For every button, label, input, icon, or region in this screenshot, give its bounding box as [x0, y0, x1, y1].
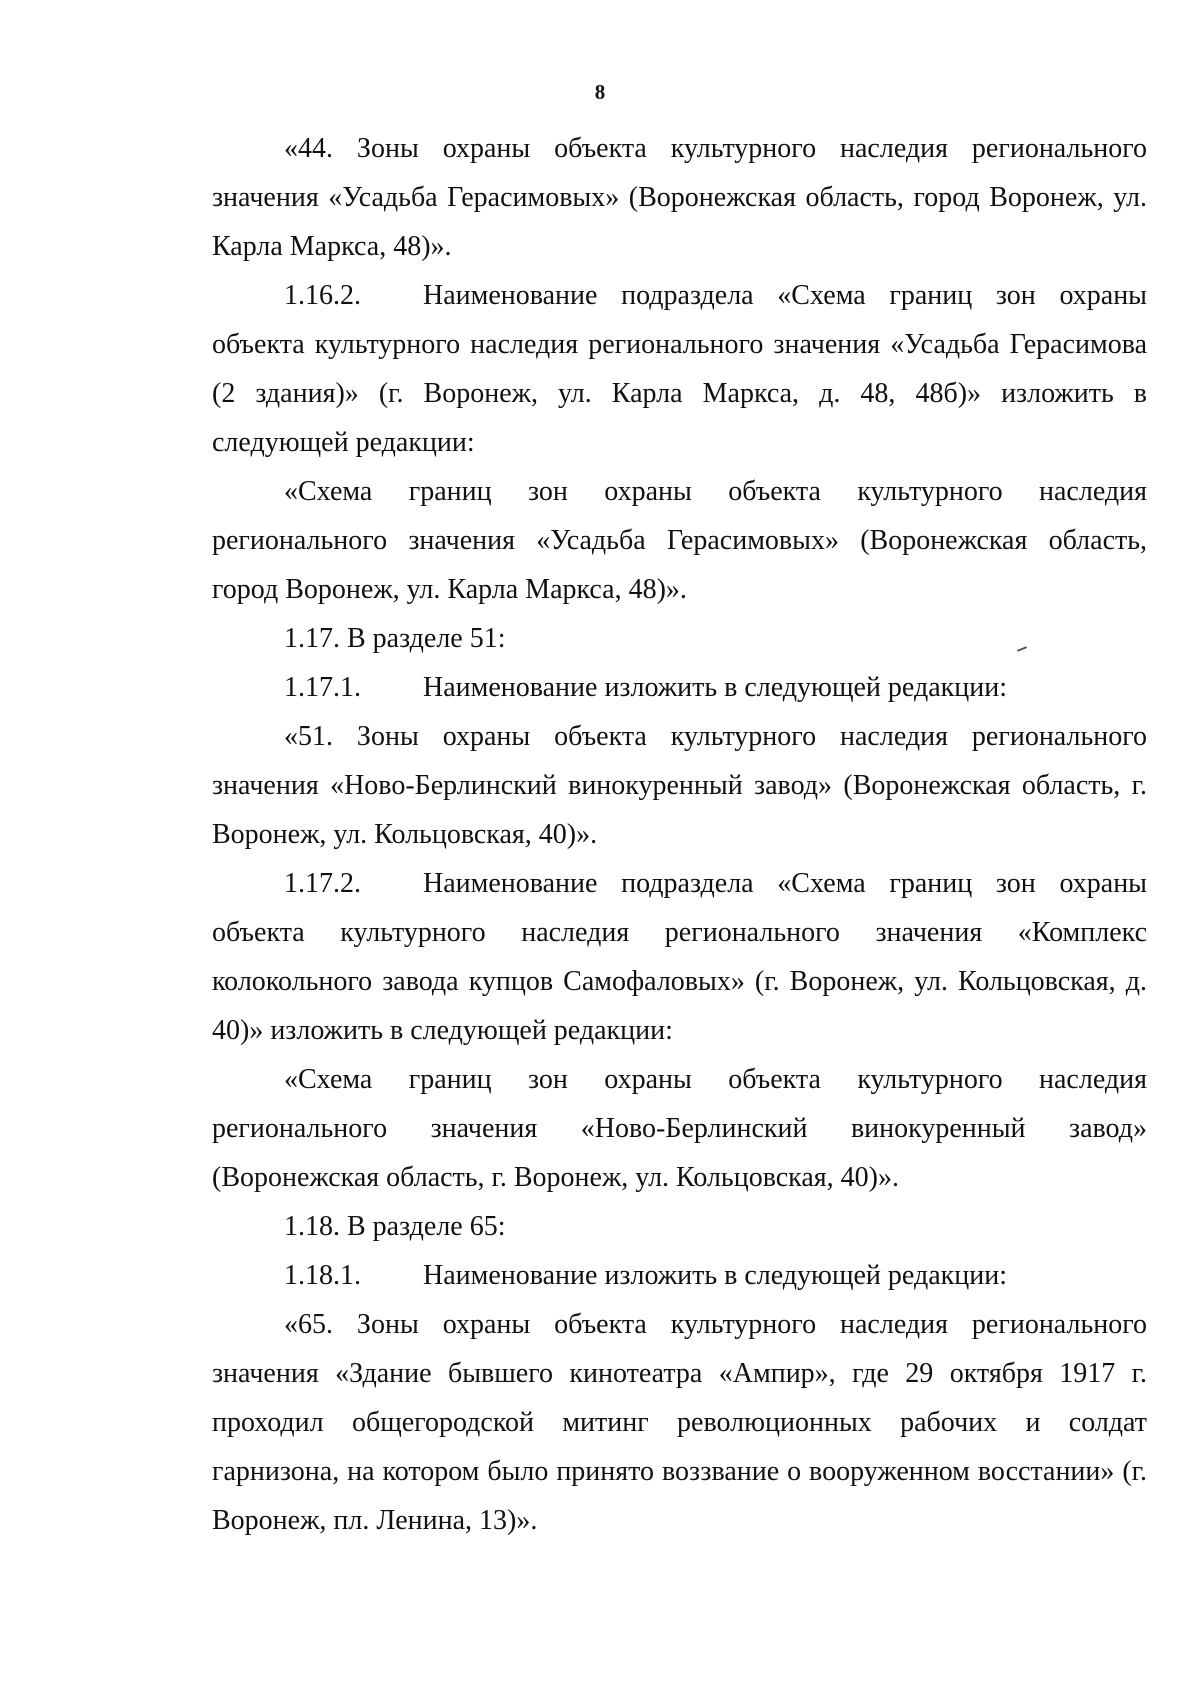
paragraph-item-1-18-1: [212, 1251, 1147, 1300]
paragraph-scheme-44: «Схема границ зон охраны объекта культурного наследия регионального значения «Усадьба Герасимовых» (Воронежская область, город Воронеж, ул. Карла Маркса, 48)».: [212, 476, 1147, 605]
paragraph-section-65: 1.18. В разделе 65:: [284, 1211, 506, 1242]
paragraph-item-1-16-2: [212, 271, 1147, 467]
item-number: 1.17.2.: [284, 868, 361, 899]
item-text: Наименование изложить в следующей редакции:: [423, 1260, 1007, 1291]
item-number: 1.18.1.: [284, 1260, 361, 1291]
page-number: 8: [594, 80, 606, 104]
paragraph-item-1-17-2: [212, 859, 1147, 1055]
paragraph-scheme-51: «Схема границ зон охраны объекта культурного наследия регионального значения «Ново-Берлинский винокуренный завод» (Воронежская область, г. Воронеж, ул. Кольцовская, 40)».: [212, 1064, 1147, 1193]
item-number: 1.16.2.: [284, 280, 361, 311]
item-text: Наименование подраздела «Схема границ зон охраны объекта культурного наследия регионального значения «Усадьба Герасимова (2 здания)» (г. Воронеж, ул. Карла Маркса, д. 48, 48б)» изложить в следующей редакции:: [212, 280, 1147, 458]
paragraph-item-1-17-1: [212, 663, 1147, 712]
document-body: [212, 124, 1147, 1545]
item-number: 1.17.1.: [284, 672, 361, 703]
item-text: Наименование изложить в следующей редакции:: [423, 672, 1007, 703]
paragraph-zone-51: «51. Зоны охраны объекта культурного наследия регионального значения «Ново-Берлинский винокуренный завод» (Воронежская область, г. Воронеж, ул. Кольцовская, 40)».: [212, 721, 1147, 850]
item-text: Наименование подраздела «Схема границ зон охраны объекта культурного наследия регионального значения «Комплекс колокольного завода купцов Самофаловых» (г. Воронеж, ул. Кольцовская, д. 40)» изложить в следующей редакции:: [212, 868, 1147, 1046]
paragraph-zone-65: «65. Зоны охраны объекта культурного наследия регионального значения «Здание бывшего кинотеатра «Ампир», где 29 октября 1917 г. проходил общегородской митинг революционных рабочих и солдат гарнизона, на котором было принято воззвание о вооруженном восстании» (г. Воронеж, пл. Ленина, 13)».: [212, 1309, 1147, 1536]
paragraph-zone-44: «44. Зоны охраны объекта культурного наследия регионального значения «Усадьба Герасимовых» (Воронежская область, город Воронеж, ул. Карла Маркса, 48)».: [212, 133, 1147, 262]
paragraph-section-51: 1.17. В разделе 51:: [284, 623, 506, 654]
